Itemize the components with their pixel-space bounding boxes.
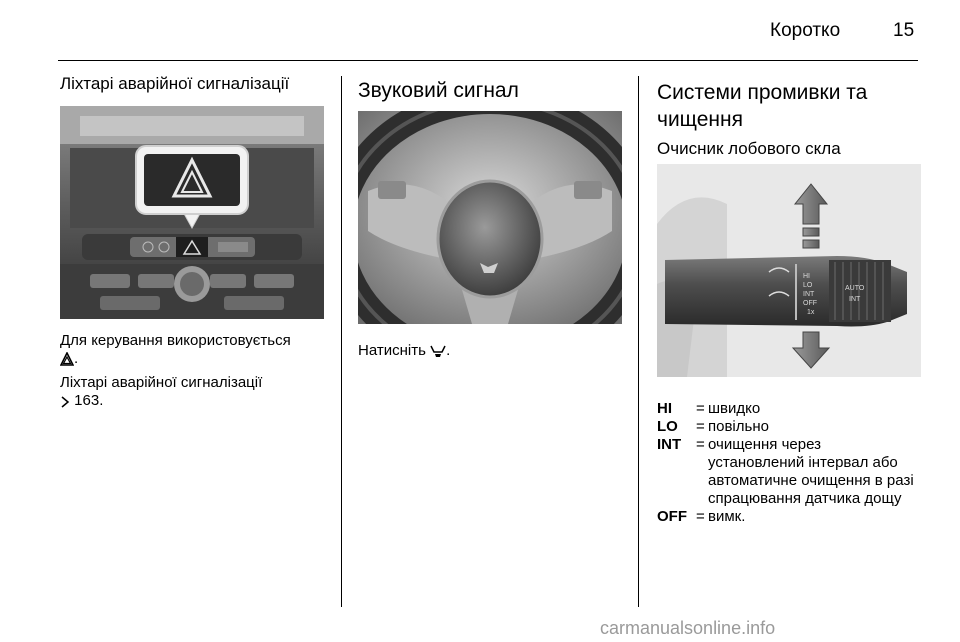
windscreen-wiper-subheading: Очисник лобового скла <box>657 139 841 158</box>
hazard-usage-text <box>60 332 330 371</box>
wiper-label-1x: 1x <box>807 309 815 316</box>
horn-text-suffix: . <box>446 342 451 359</box>
legend-key: LO <box>657 418 678 435</box>
header-divider <box>58 60 918 61</box>
wiper-label-int-ring: INT <box>849 296 861 303</box>
hazard-reference-page: 163. <box>74 392 104 409</box>
wiper-label-lo: LO <box>803 282 813 289</box>
wiper-label-hi: HI <box>803 273 810 280</box>
wiper-label-int: INT <box>803 291 815 298</box>
hazard-lights-heading: Ліхтарі аварійної сигналізації <box>60 74 290 93</box>
legend-row-hi <box>657 400 927 418</box>
legend-equals: = <box>696 436 705 453</box>
section-title: Коротко <box>770 20 841 41</box>
horn-text <box>358 342 628 363</box>
hazard-reference-text <box>60 374 330 413</box>
legend-value: вимк. <box>708 508 746 525</box>
hazard-triangle-icon <box>60 352 74 371</box>
horn-text-label: Натисніть <box>358 342 426 359</box>
hazard-usage-label: Для керування використовується <box>60 332 291 349</box>
wiper-lever-photo <box>657 164 921 377</box>
site-watermark: carmanualsonline.info <box>600 618 776 638</box>
wiper-label-off: OFF <box>803 300 817 307</box>
legend-row-off <box>657 508 927 526</box>
hazard-switch-photo <box>60 106 324 319</box>
steering-wheel-photo <box>358 111 622 324</box>
legend-key: OFF <box>657 508 687 525</box>
legend-row-int <box>657 436 927 508</box>
legend-equals: = <box>696 508 705 525</box>
legend-value: очищення через установлений інтервал або автоматичне очищення в разі спрацювання датчика дощу <box>708 436 914 507</box>
legend-key: INT <box>657 436 682 453</box>
legend-equals: = <box>696 418 705 435</box>
legend-equals: = <box>696 400 705 417</box>
legend-value: повільно <box>708 418 769 435</box>
horn-heading: Звуковий сигнал <box>358 79 519 102</box>
reference-arrow-icon <box>60 395 70 413</box>
legend-key: HI <box>657 400 672 417</box>
hazard-reference-label: Ліхтарі аварійної сигналізації <box>60 374 263 391</box>
legend-row-lo <box>657 418 927 436</box>
column-divider-left <box>341 76 342 607</box>
wash-wipe-heading: Системи промивки та чищення <box>657 81 868 131</box>
wiper-settings-legend <box>657 400 927 526</box>
hazard-usage-suffix: . <box>74 350 79 367</box>
page-number: 15 <box>893 20 915 41</box>
wiper-label-auto: AUTO <box>845 285 865 292</box>
horn-icon <box>430 344 446 363</box>
column-divider-right <box>638 76 639 607</box>
legend-value: швидко <box>708 400 761 417</box>
